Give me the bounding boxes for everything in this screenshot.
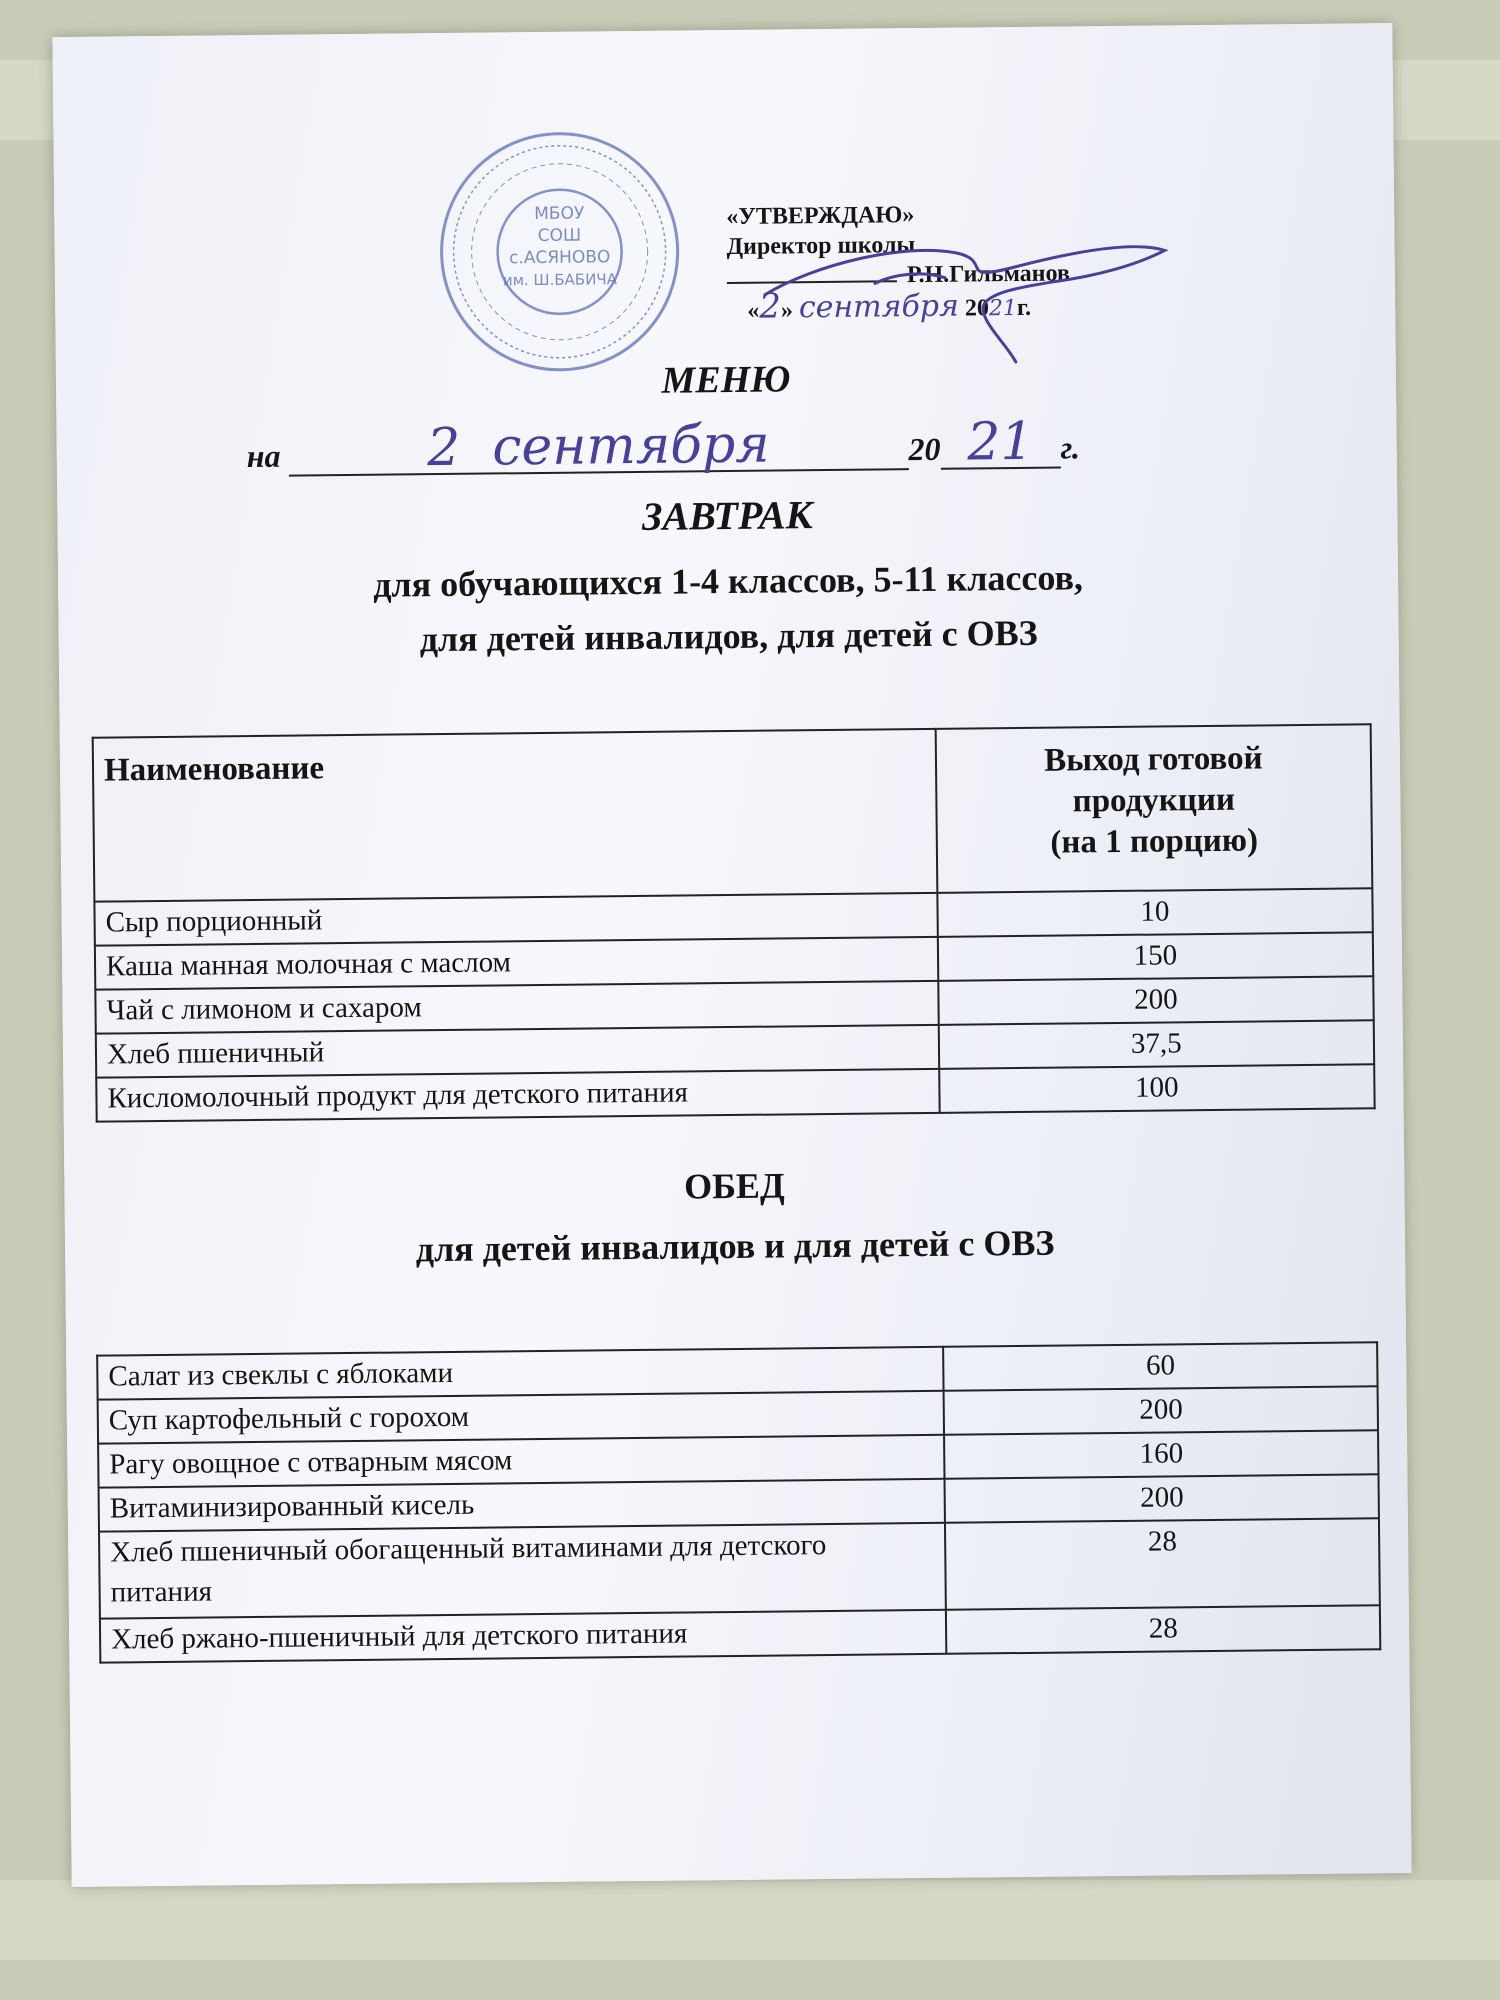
stamp-line-1: МБОУ	[534, 203, 585, 225]
menu-sheet	[52, 23, 1411, 1887]
item-name: Хлеб пшеничный	[96, 1025, 939, 1078]
menu-date-fill	[288, 414, 908, 479]
approval-date-day: 2	[759, 286, 782, 327]
school-stamp	[433, 125, 686, 378]
item-output: 200	[938, 976, 1374, 1025]
menu-date-prefix: на	[246, 437, 281, 475]
background-band	[0, 1880, 1500, 1960]
item-name: Хлеб ржано-пшеничный для детского питания	[100, 1610, 947, 1663]
item-name: Кисломолочный продукт для детского питания	[96, 1069, 939, 1122]
item-output: 60	[944, 1342, 1378, 1391]
breakfast-table-header	[93, 724, 1373, 901]
item-name: Салат из свеклы с яблоками	[97, 1347, 944, 1400]
item-name: Хлеб пшеничный обогащенный витаминами для детского питания	[99, 1523, 946, 1619]
approval-year-suffix: 21	[988, 295, 1018, 322]
breakfast-subtitle-2: для детей инвалидов, для детей с ОВЗ	[419, 612, 1038, 660]
item-output: 200	[944, 1386, 1378, 1435]
approval-year-prefix: 20	[964, 295, 990, 322]
menu-date	[246, 411, 1081, 479]
item-name: Чай с лимоном и сахаром	[95, 981, 938, 1034]
header-output-line-3: (на 1 порцию)	[1050, 822, 1259, 861]
menu-title: МЕНЮ	[661, 358, 791, 402]
menu-date-month: сентября	[491, 414, 770, 478]
item-name: Каша манная молочная с маслом	[95, 937, 938, 990]
item-output: 160	[944, 1430, 1378, 1479]
item-name: Суп картофельный с горохом	[98, 1391, 945, 1444]
date-close-quote: »	[780, 297, 794, 324]
menu-year-suffix: 21	[967, 411, 1034, 473]
table-row	[99, 1518, 1380, 1618]
stamp-line-2: СОШ	[537, 225, 582, 246]
item-output: 100	[939, 1064, 1375, 1113]
item-name: Витаминизированный кисель	[99, 1479, 946, 1532]
item-output: 200	[945, 1474, 1379, 1523]
lunch-title: ОБЕД	[683, 1165, 785, 1207]
header-output-line-1: Выход готовой	[1044, 740, 1263, 779]
approval-date-suffix: г.	[1016, 294, 1032, 321]
header-output-line-2: продукции	[1072, 781, 1236, 820]
date-open-quote: «	[747, 297, 760, 324]
item-output: 28	[945, 1518, 1379, 1610]
item-output: 10	[937, 888, 1373, 937]
approval-line-2: Директор школы	[726, 232, 916, 261]
lunch-subtitle: для детей инвалидов и для детей с ОВЗ	[415, 1222, 1055, 1270]
breakfast-table	[92, 723, 1376, 1122]
breakfast-subtitle-1: для обучающихся 1-4 классов, 5-11 классов,	[373, 557, 1084, 605]
item-output: 150	[938, 932, 1374, 981]
item-name: Рагу овощное с отварным мясом	[98, 1435, 945, 1488]
item-name: Сыр порционный	[94, 893, 937, 946]
approval-line-1: «УТВЕРЖДАЮ»	[726, 202, 915, 231]
breakfast-title: ЗАВТРАК	[641, 492, 813, 539]
header-output	[935, 724, 1372, 893]
menu-date-day: 2	[426, 417, 461, 479]
director-name: Р.Н.Гильманов	[906, 260, 1071, 289]
approval-date-month: сентября	[798, 288, 960, 326]
menu-date-suffix: г.	[1060, 429, 1081, 466]
item-output: 28	[946, 1605, 1380, 1654]
item-output: 37,5	[939, 1020, 1375, 1069]
menu-year-prefix: 20	[908, 430, 941, 468]
menu-year-fill	[940, 411, 1060, 473]
stamp-line-4: им. Ш.БАБИЧА	[502, 270, 618, 290]
header-name: Наименование	[93, 729, 937, 902]
lunch-table	[96, 1341, 1381, 1663]
stamp-line-3: с.АСЯНОВО	[508, 247, 611, 269]
